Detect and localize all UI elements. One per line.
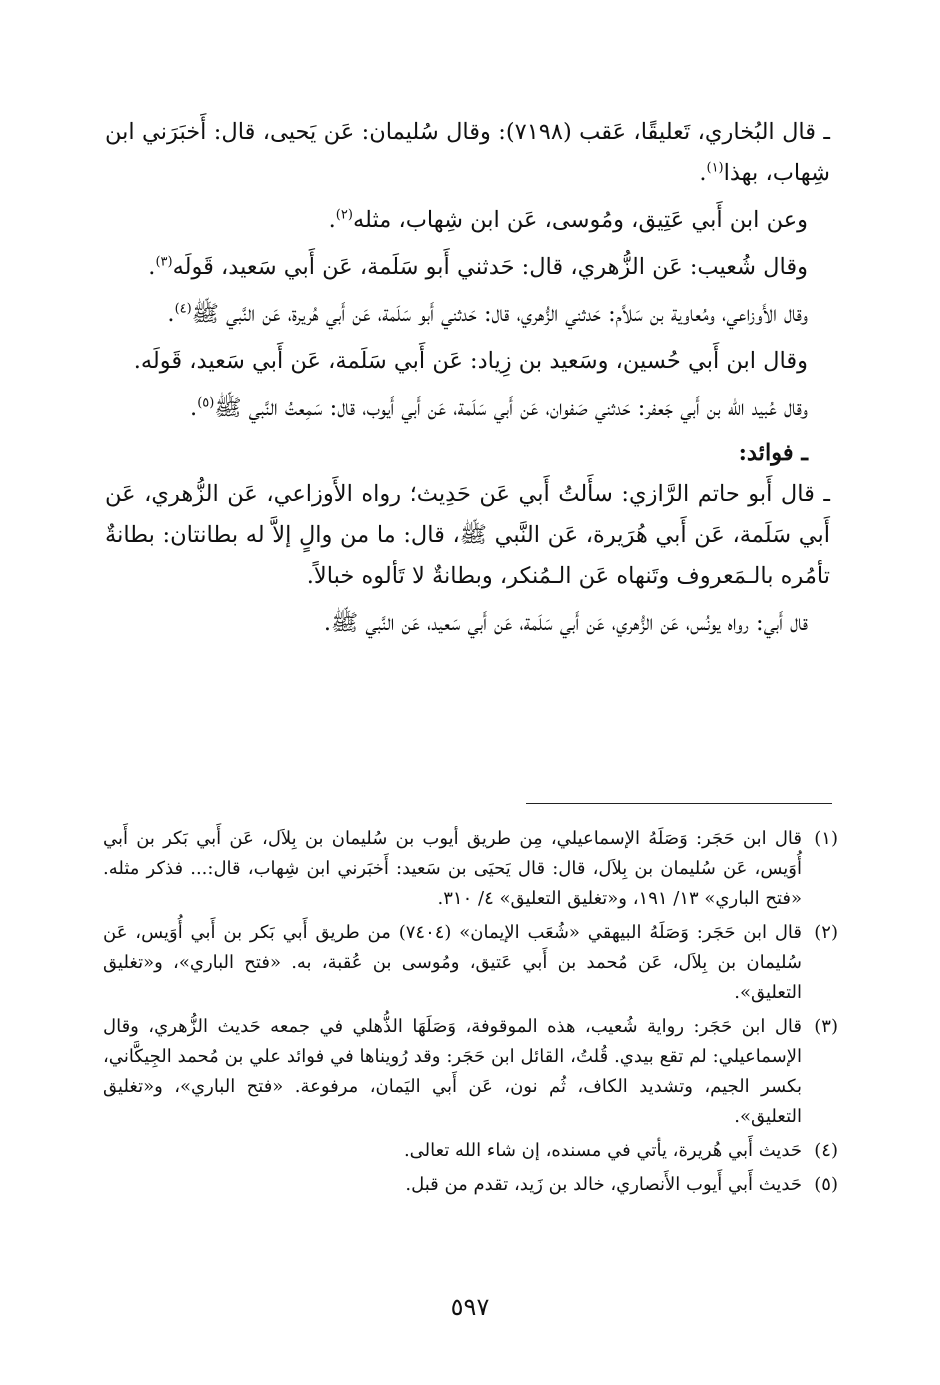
page-number: ٥٩٧: [450, 1293, 490, 1321]
footnotes: [103, 824, 838, 1204]
footnote-text: حَديث أَبي أَيوب الأَنصاري، خالد بن زَيد، تقدم من قبل.: [405, 1174, 802, 1195]
footnote-1: [103, 824, 838, 914]
footnote-text: حَديث أَبي هُريرة، يأتي في مسنده، إن شاء الله تعالى.: [403, 1140, 802, 1161]
footnote-ref-3[interactable]: (٣): [155, 254, 173, 270]
paragraph-3: وقال شُعيب: عَن الزُّهري، قال: حَدثني أَبو سَلَمة، عَن أَبي سَعيد، قَولَه$^{(٣)}$.: [148, 254, 808, 280]
paragraph-2: وعن ابن أَبي عَتِيق، ومُوسى، عَن ابن شِهاب، مثله$^{(٢)}$.: [328, 207, 808, 233]
footnote-2: [103, 918, 838, 1008]
footnote-number: (١): [814, 828, 838, 849]
paragraph-7: ـ قال أَبو حاتم الرَّازي: سأَلتُ أَبي عَن حَدِيث؛ رواه الأَوزاعي، عَن الزُّهري، عَن أَبي سَلَمة، عَن أَبي هُرَيرة، عَن النَّبي ﷺ، قال: ما من والٍ إلاَّ له بطانتان: بطانةٌ تأمُره بالـمَعروف وتَنهاه عَن الـمُنكر، وبطانةٌ لا تَألوه خبالاً.: [105, 481, 830, 589]
footnote-3: [103, 1012, 838, 1132]
footnote-ref-4[interactable]: (٤): [174, 301, 192, 317]
footnote-text: قال ابن حَجَر: وَصَلَهُ الإسماعيلي، مِن طريق أيوب بن سُليمان بن بِلاَل، عَن أَبي بَكر بن أَبي أُوَيس، عَن سُليمان بن بِلاَل، قال: قال يَحيَى بن سَعيد: أَخبَرني ابن شِهاب، قال:... فذكر مثله. «فتح الباري» ١٣/ ١٩١، و«تغليق التعليق» ٤/ ٣١٠.: [103, 828, 802, 909]
paragraph-6: وقال عُبيد الله بن أَبي جَعفر: حَدثني صَفوان، عَن أَبي سَلَمة، عَن أَبي أَيوب، قال: سَمِعتُ النَّبي ﷺ$^{(٥)}$.: [190, 395, 808, 421]
paragraph-4: وقال الأَوزاعي، ومُعاوية بن سَلاَّم: حَدثني الزُّهري، قال: حَدثني أَبو سَلَمة، عَن أَبي هُريرة، عَن النَّبي ﷺ$^{(٤)}$.: [167, 301, 808, 327]
footnote-4: [103, 1136, 838, 1166]
paragraph-1: ـ قال البُخاري، تَعليقًا، عَقب (٧١٩٨): وقال سُليمان: عَن يَحيى، قال: أَخبَرَني ابن شِهاب، بهذا$^{(١)}$.: [105, 119, 831, 186]
footnote-ref-1[interactable]: (١): [706, 160, 724, 176]
footnote-ref-5[interactable]: (٥): [197, 395, 215, 411]
footnote-5: [103, 1170, 838, 1200]
paragraph-8: قال أَبي: رواه يونُس، عَن الزُّهري، عَن أَبي سَلَمة، عَن أَبي سَعيد، عَن النَّبي ﷺ.: [323, 610, 808, 636]
paragraph-5: وقال ابن أَبي حُسين، وسَعيد بن زِياد: عَن أَبي سَلَمة، عَن أَبي سَعيد، قَولَه.: [133, 348, 808, 374]
main-text: [105, 112, 830, 644]
footnote-text: قال ابن حَجَر: وَصَلَهُ البيهقي «شُعَب الإيمان» (٧٤٠٤) من طريق أَبي بَكر بن أَبي أُوَيس، عَن سُليمان بن بِلاَل، عَن مُحمد بن أَبي عَتيق، ومُوسى بن عُقبة، به. «فتح الباري»، و«تغليق التعليق».: [103, 922, 803, 1003]
footnote-number: (٣): [814, 1016, 838, 1037]
footnote-ref-2[interactable]: (٢): [335, 207, 353, 223]
footnote-text: قال ابن حَجَر: رواية شُعيب، هذه الموقوفة، وَصَلَهَا الذُّهلي في جمعه حَديث الزُّهري، وقال الإسماعيلي: لم تقع بيدي. قُلتُ، القائل ابن حَجَر: وقد رُويناها في فوائد علي بن مُحمد الجِيكَّاني، بكسر الجيم، وتشديد الكاف، ثُم نون، عَن أَبي اليَمان، مرفوعة. «فتح الباري»، و«تغليق التعليق».: [103, 1016, 802, 1127]
footnote-number: (٢): [814, 922, 838, 943]
section-heading: ـ فوائد:: [738, 440, 808, 466]
footnote-number: (٤): [814, 1140, 838, 1161]
footnote-divider: [526, 803, 832, 804]
footnote-number: (٥): [814, 1174, 838, 1195]
